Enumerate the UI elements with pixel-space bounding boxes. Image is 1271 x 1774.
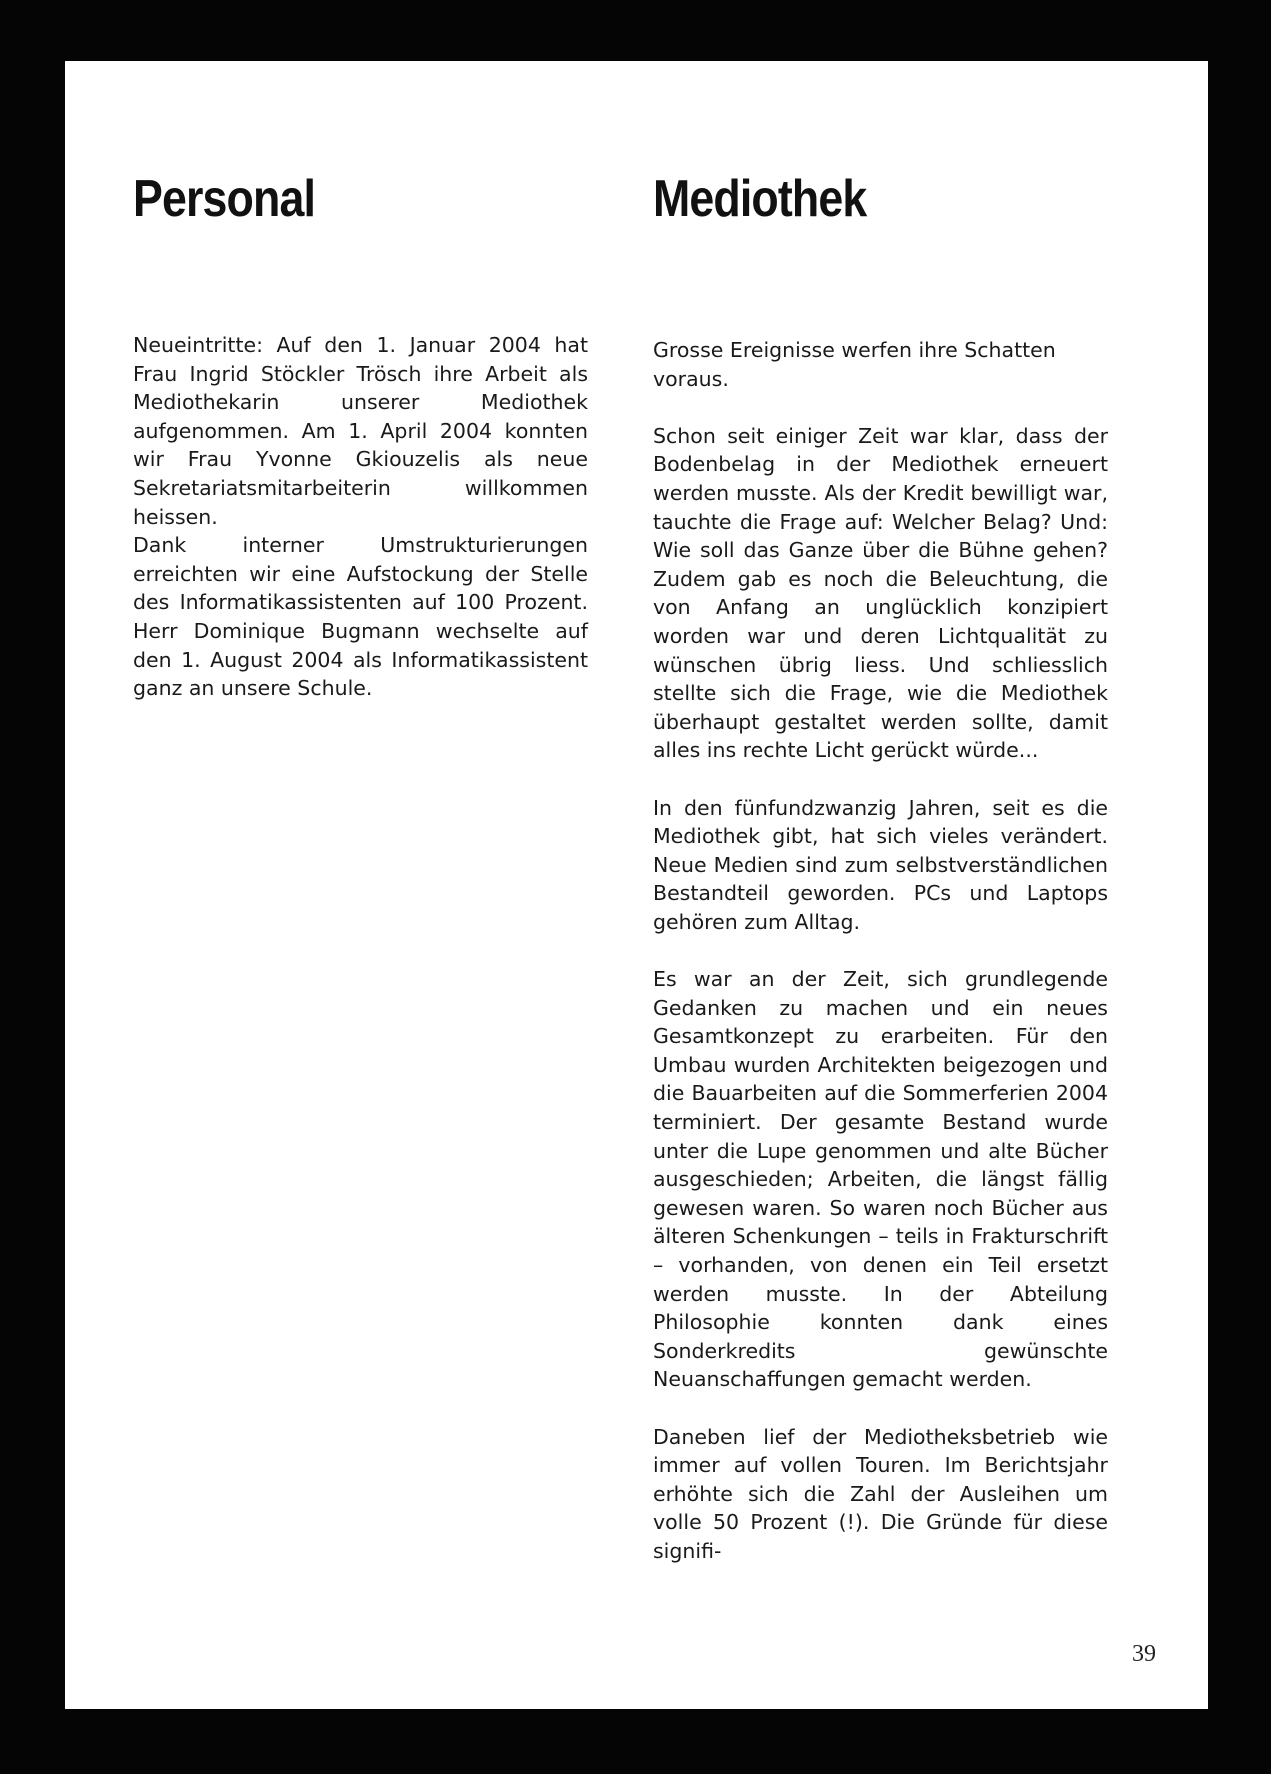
document-page [65,61,1208,1709]
left-column [133,331,588,703]
paragraph: Daneben lief der Mediotheksbetrieb wie immer auf vollen Touren. Im Berichtsjahr erhöhte sich die Zahl der Ausleihen um volle 50 Prozent (!). Die Gründe für diese signifi- [653,1424,1108,1563]
page-number: 39 [1132,1641,1156,1667]
section-heading-personal: Personal [133,170,316,228]
section-heading-mediothek: Mediothek [653,170,867,228]
paragraph: Dank interner Umstrukturierungen erreichten wir eine Aufstockung der Stelle des Informatikassistenten auf 100 Prozent. Herr Dominique Bugmann wechselte auf den 1. August 2004 als Informatikassistent ganz an unsere Schule. [133,533,588,701]
paragraph: In den fünfundzwanzig Jahren, seit es die Mediothek gibt, hat sich vieles verändert. Neue Medien sind zum selbstverständlichen Bestandteil geworden. PCs und Laptops gehören zum Alltag. [653,795,1108,934]
paragraph: Es war an der Zeit, sich grundlegende Gedanken zu machen und ein neues Gesamtkonzept zu erarbeiten. Für den Umbau wurden Architekten beigezogen und die Bauarbeiten auf die Sommerferien 2004 terminiert. Der gesamte Bestand wurde unter die Lupe genommen und alte Bücher ausgeschieden; Arbeiten, die längst fällig gewesen waren. So waren noch Bücher aus älteren Schenkungen – teils in Frakturschrift – vorhanden, von denen ein Teil ersetzt werden musste. In der Abteilung Philosophie konnten dank eines Sonderkredits gewünschte Neuanschaffungen gemacht werden. [653,967,1108,1392]
right-column [653,336,1108,1594]
paragraph: Neueintritte: Auf den 1. Januar 2004 hat Frau Ingrid Stöckler Trösch ihre Arbeit als Mediothekarin unserer Mediothek aufgenommen. Am 1. April 2004 konnten wir Frau Yvonne Gkiouzelis als neue Sekretariatsmitarbeiterin willkommen heissen. [133,333,588,529]
paragraph: Schon seit einiger Zeit war klar, dass der Bodenbelag in der Mediothek erneuert werden musste. Als der Kredit bewilligt war, tauchte die Frage auf: Welcher Belag? Und: Wie soll das Ganze über die Bühne gehen? Zudem gab es noch die Beleuchtung, die von Anfang an unglücklich konzipiert worden war und deren Lichtqualität zu wünschen übrig liess. Und schliesslich stellte sich die Frage, wie die Mediothek überhaupt gestaltet werden sollte, damit alles ins rechte Licht gerückt würde... [653,423,1108,763]
paragraph: Grosse Ereignisse werfen ihre Schatten voraus. [653,338,1056,391]
